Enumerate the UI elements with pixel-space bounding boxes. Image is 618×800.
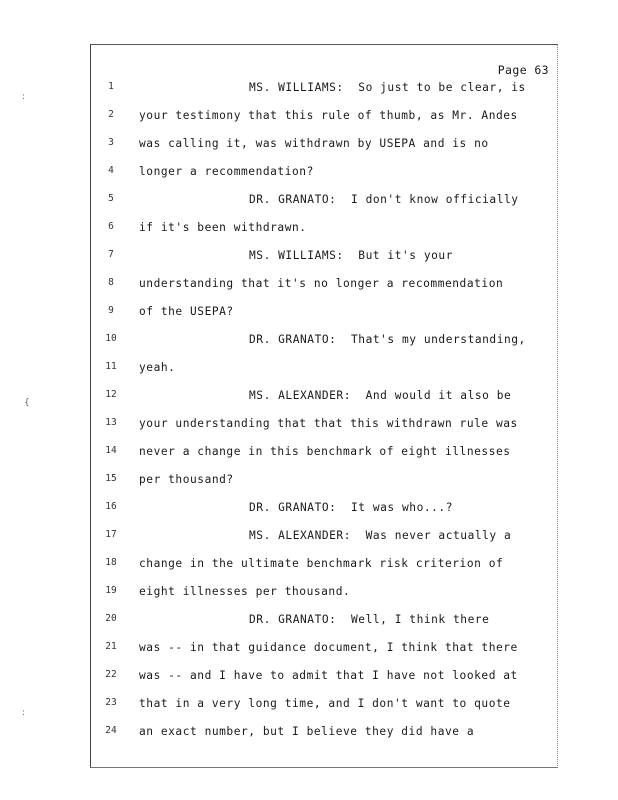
line-number: 11 xyxy=(105,361,117,372)
transcript-line xyxy=(91,361,557,389)
page-number: Page 63 xyxy=(497,63,549,77)
line-number: 1 xyxy=(108,81,114,92)
transcript-line xyxy=(91,613,557,641)
line-number: 21 xyxy=(105,641,117,652)
transcript-line xyxy=(91,81,557,109)
line-number: 18 xyxy=(105,557,117,568)
transcript-line xyxy=(91,641,557,669)
line-text: understanding that it's no longer a recommendation xyxy=(139,277,504,290)
line-text: your testimony that this rule of thumb, as Mr. Andes xyxy=(139,109,518,122)
line-text: per thousand? xyxy=(139,473,234,486)
line-text: longer a recommendation? xyxy=(139,165,314,178)
line-number: 2 xyxy=(108,109,114,120)
transcript-line xyxy=(91,669,557,697)
line-number: 8 xyxy=(108,277,114,288)
line-text: was -- and I have to admit that I have not looked at xyxy=(139,669,518,682)
transcript-line xyxy=(91,137,557,165)
line-text: that in a very long time, and I don't want to quote xyxy=(139,697,511,710)
transcript-line xyxy=(91,389,557,417)
speaker-line-text: DR. GRANATO: Well, I think there xyxy=(249,613,490,626)
speaker-line-text: MS. WILLIAMS: But it's your xyxy=(249,249,453,262)
transcript-line xyxy=(91,165,557,193)
transcript-line xyxy=(91,473,557,501)
line-text: your understanding that that this withdrawn rule was xyxy=(139,417,518,430)
line-text: yeah. xyxy=(139,361,176,374)
line-number: 13 xyxy=(105,417,117,428)
line-number: 19 xyxy=(105,585,117,596)
line-number: 20 xyxy=(105,613,117,624)
line-text: of the USEPA? xyxy=(139,305,234,318)
line-text: was calling it, was withdrawn by USEPA and is no xyxy=(139,137,489,150)
line-number: 4 xyxy=(108,165,114,176)
transcript-line xyxy=(91,725,557,753)
transcript-line xyxy=(91,109,557,137)
margin-mark-top: : xyxy=(22,92,26,102)
line-text: an exact number, but I believe they did have a xyxy=(139,725,475,738)
line-number: 6 xyxy=(108,221,114,232)
line-text: eight illnesses per thousand. xyxy=(139,585,351,598)
transcript-line xyxy=(91,557,557,585)
line-number: 22 xyxy=(105,669,117,680)
line-number: 3 xyxy=(108,137,114,148)
line-number: 24 xyxy=(105,725,117,736)
speaker-line-text: MS. WILLIAMS: So just to be clear, is xyxy=(249,81,526,94)
speaker-line-text: MS. ALEXANDER: Was never actually a xyxy=(249,529,512,542)
transcript-line xyxy=(91,697,557,725)
transcript-line xyxy=(91,445,557,473)
line-text: change in the ultimate benchmark risk criterion of xyxy=(139,557,504,570)
speaker-line-text: DR. GRANATO: I don't know officially xyxy=(249,193,519,206)
speaker-line-text: MS. ALEXANDER: And would it also be xyxy=(249,389,512,402)
line-text: if it's been withdrawn. xyxy=(139,221,307,234)
line-number: 10 xyxy=(105,333,117,344)
transcript-line xyxy=(91,277,557,305)
line-text: was -- in that guidance document, I think that there xyxy=(139,641,518,654)
line-number: 14 xyxy=(105,445,117,456)
line-number: 12 xyxy=(105,389,117,400)
transcript-line xyxy=(91,193,557,221)
transcript-line xyxy=(91,221,557,249)
line-number: 5 xyxy=(108,193,114,204)
line-number: 16 xyxy=(105,501,117,512)
transcript-line xyxy=(91,585,557,613)
transcript-line xyxy=(91,249,557,277)
transcript-line xyxy=(91,305,557,333)
transcript-line xyxy=(91,529,557,557)
line-number: 17 xyxy=(105,529,117,540)
line-number: 23 xyxy=(105,697,117,708)
margin-mark-bottom: : xyxy=(22,708,26,718)
line-number: 7 xyxy=(108,249,114,260)
transcript-page xyxy=(90,44,558,768)
line-number: 15 xyxy=(105,473,117,484)
speaker-line-text: DR. GRANATO: It was who...? xyxy=(249,501,453,514)
line-number: 9 xyxy=(108,305,114,316)
transcript-line xyxy=(91,501,557,529)
speaker-line-text: DR. GRANATO: That's my understanding, xyxy=(249,333,526,346)
transcript-line xyxy=(91,333,557,361)
line-text: never a change in this benchmark of eight illnesses xyxy=(139,445,511,458)
transcript-line xyxy=(91,417,557,445)
margin-mark-middle: { xyxy=(24,398,30,408)
